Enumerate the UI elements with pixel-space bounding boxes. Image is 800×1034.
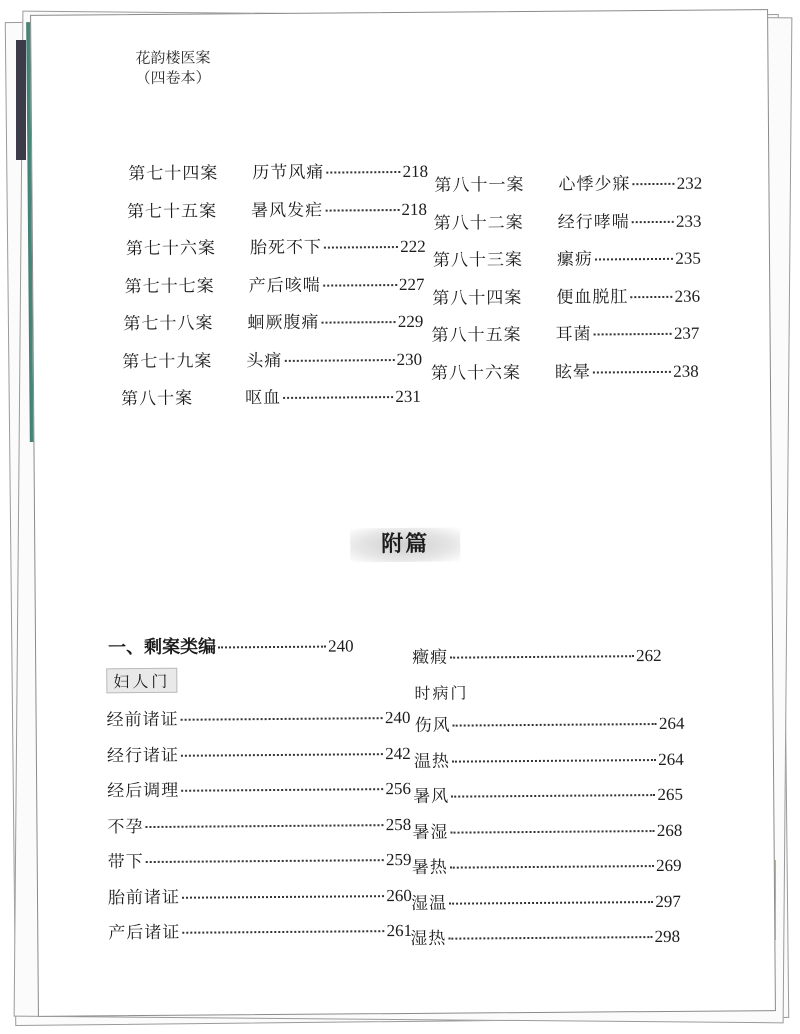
entry-title: 不孕 xyxy=(107,816,144,837)
book-title: 花韵楼医案 xyxy=(135,48,211,68)
page-number: 242 xyxy=(385,743,411,763)
entry-title: 呕血 xyxy=(245,387,282,409)
entry-title: 耳菌 xyxy=(555,324,592,345)
case-number: 第八十四案 xyxy=(432,287,523,309)
page-number: 218 xyxy=(401,199,427,219)
toc-entry[interactable] xyxy=(431,319,699,346)
page-number: 268 xyxy=(656,820,683,840)
toc-entry[interactable] xyxy=(128,157,428,184)
leader-dots xyxy=(181,753,383,757)
toc-entry[interactable] xyxy=(107,738,411,765)
case-number: 第七十五案 xyxy=(127,200,218,222)
page-number: 269 xyxy=(655,855,682,876)
page-number: 237 xyxy=(673,323,700,343)
entry-title: 经行诸证 xyxy=(106,745,179,766)
edition-label: （四卷本） xyxy=(135,68,211,88)
page-number: 264 xyxy=(658,713,685,733)
leader-dots xyxy=(145,824,383,828)
page-number: 297 xyxy=(655,891,681,911)
book-edge xyxy=(16,40,26,160)
toc-entry[interactable] xyxy=(410,922,680,949)
toc-entry[interactable] xyxy=(412,851,682,878)
leader-dots xyxy=(595,258,673,261)
toc-entry[interactable] xyxy=(123,307,423,334)
page-number: 227 xyxy=(398,274,425,294)
page-number: 231 xyxy=(395,386,421,407)
toc-entry[interactable] xyxy=(122,344,422,371)
page-number: 240 xyxy=(384,707,411,728)
leader-dots xyxy=(181,788,383,792)
leader-dots xyxy=(450,655,634,658)
leader-dots xyxy=(632,183,674,185)
entry-title: 湿温 xyxy=(410,893,448,914)
entry-title: 暑湿 xyxy=(412,822,449,843)
leader-dots xyxy=(450,865,654,869)
entry-title: 胎死不下 xyxy=(249,237,322,259)
toc-entry[interactable] xyxy=(413,780,683,807)
page-number: 260 xyxy=(386,885,412,905)
entry-title: 湿热 xyxy=(410,928,447,949)
leader-dots xyxy=(593,370,671,373)
leader-dots xyxy=(449,901,653,905)
leader-dots xyxy=(594,333,672,336)
leader-dots xyxy=(284,359,394,362)
entry-title: 经行哮喘 xyxy=(557,211,630,233)
toc-entry[interactable] xyxy=(107,703,411,730)
leader-dots xyxy=(182,930,384,934)
case-number: 第七十七案 xyxy=(124,275,215,297)
toc-entry[interactable] xyxy=(433,244,701,271)
page-header xyxy=(135,47,210,88)
leader-dots xyxy=(181,717,383,721)
page-number: 238 xyxy=(673,361,699,381)
case-number: 第七十四案 xyxy=(128,163,219,185)
toc-entry[interactable] xyxy=(121,382,421,409)
case-number: 第八十一案 xyxy=(434,175,525,196)
page-number: 236 xyxy=(674,286,701,306)
category-label: 妇人门 xyxy=(106,668,177,694)
entry-title: 伤风 xyxy=(414,715,451,736)
leader-dots xyxy=(453,723,657,727)
toc-entry[interactable] xyxy=(107,774,411,801)
case-number: 第八十五案 xyxy=(431,325,522,346)
leader-dots xyxy=(325,209,399,212)
entry-title: 蛔厥腹痛 xyxy=(247,312,320,334)
entry-title: 经后调理 xyxy=(107,780,180,802)
toc-entry[interactable] xyxy=(127,194,427,221)
leader-dots xyxy=(146,859,384,863)
toc-entry[interactable] xyxy=(108,880,412,907)
toc-entry[interactable] xyxy=(125,269,425,296)
leader-dots xyxy=(632,220,674,222)
entry-title: 产后诸证 xyxy=(108,922,181,944)
leader-dots xyxy=(283,396,393,399)
section-title: 一、剩案类编 xyxy=(107,636,217,659)
page-number: 261 xyxy=(386,920,413,941)
page-number: 256 xyxy=(385,778,412,799)
entry-title: 眩晕 xyxy=(554,362,591,383)
leader-dots xyxy=(451,794,655,798)
page-number: 222 xyxy=(400,236,426,257)
page-number: 258 xyxy=(385,814,412,834)
case-number: 第七十六案 xyxy=(125,238,216,260)
entry-title: 暑风 xyxy=(413,786,450,807)
entry-title: 头痛 xyxy=(246,350,283,371)
case-number: 第七十八案 xyxy=(123,313,214,335)
entry-title: 带下 xyxy=(107,852,144,873)
toc-entry[interactable] xyxy=(411,886,681,913)
leader-dots xyxy=(452,759,656,763)
leader-dots xyxy=(326,171,400,174)
leader-dots xyxy=(182,895,384,899)
toc-entry[interactable] xyxy=(434,169,702,196)
toc-entry[interactable] xyxy=(107,809,411,836)
entry-title: 便血脱肛 xyxy=(556,286,629,308)
entry-title: 胎前诸证 xyxy=(107,887,181,908)
toc-entry[interactable] xyxy=(414,744,684,771)
page-number: 265 xyxy=(657,784,684,805)
entry-title: 温热 xyxy=(413,751,451,772)
case-number: 第七十九案 xyxy=(122,350,213,372)
case-number: 第八十二案 xyxy=(433,212,524,234)
entry-title: 暑风发疟 xyxy=(251,200,324,221)
toc-entry[interactable] xyxy=(431,356,699,383)
toc-entry[interactable] xyxy=(412,641,662,668)
entry-title: 癥瘕 xyxy=(412,647,449,668)
toc-entry[interactable] xyxy=(415,709,685,736)
leader-dots xyxy=(323,284,397,287)
document-page xyxy=(30,9,776,1017)
case-number: 第八十三案 xyxy=(432,250,524,271)
toc-entry[interactable] xyxy=(126,232,426,259)
page-number: 233 xyxy=(675,211,702,231)
page-number: 218 xyxy=(402,161,429,181)
category-label: 时病门 xyxy=(414,683,469,703)
page-number: 230 xyxy=(396,349,423,369)
page-number: 240 xyxy=(327,636,354,656)
entry-title: 心悸少寐 xyxy=(558,174,631,195)
entry-title: 产后咳喘 xyxy=(248,275,321,296)
page-number: 259 xyxy=(385,849,412,870)
toc-entry[interactable] xyxy=(412,815,682,842)
appendix-title: 附篇 xyxy=(350,528,460,563)
leader-dots xyxy=(630,295,672,297)
toc-entry[interactable] xyxy=(432,281,700,308)
page-number: 298 xyxy=(654,926,681,947)
leader-dots xyxy=(448,936,652,940)
entry-title: 瘰疬 xyxy=(556,249,594,270)
toc-section-entry[interactable] xyxy=(108,631,354,659)
leader-dots xyxy=(324,246,398,249)
case-number: 第八十案 xyxy=(121,388,194,410)
entry-title: 经前诸证 xyxy=(106,709,179,731)
toc-entry[interactable] xyxy=(108,845,412,872)
page-number: 232 xyxy=(676,173,703,193)
entry-title: 历节风痛 xyxy=(252,162,325,184)
page-number: 229 xyxy=(397,311,424,332)
entry-title: 暑热 xyxy=(411,857,448,878)
page-number: 264 xyxy=(658,749,684,769)
toc-entry[interactable] xyxy=(434,206,702,233)
case-number: 第八十六案 xyxy=(430,362,521,384)
toc-entry[interactable] xyxy=(108,916,412,943)
leader-dots xyxy=(218,646,326,649)
leader-dots xyxy=(321,321,395,324)
leader-dots xyxy=(451,830,655,834)
page-number: 235 xyxy=(675,248,701,268)
page-number: 262 xyxy=(636,645,662,666)
